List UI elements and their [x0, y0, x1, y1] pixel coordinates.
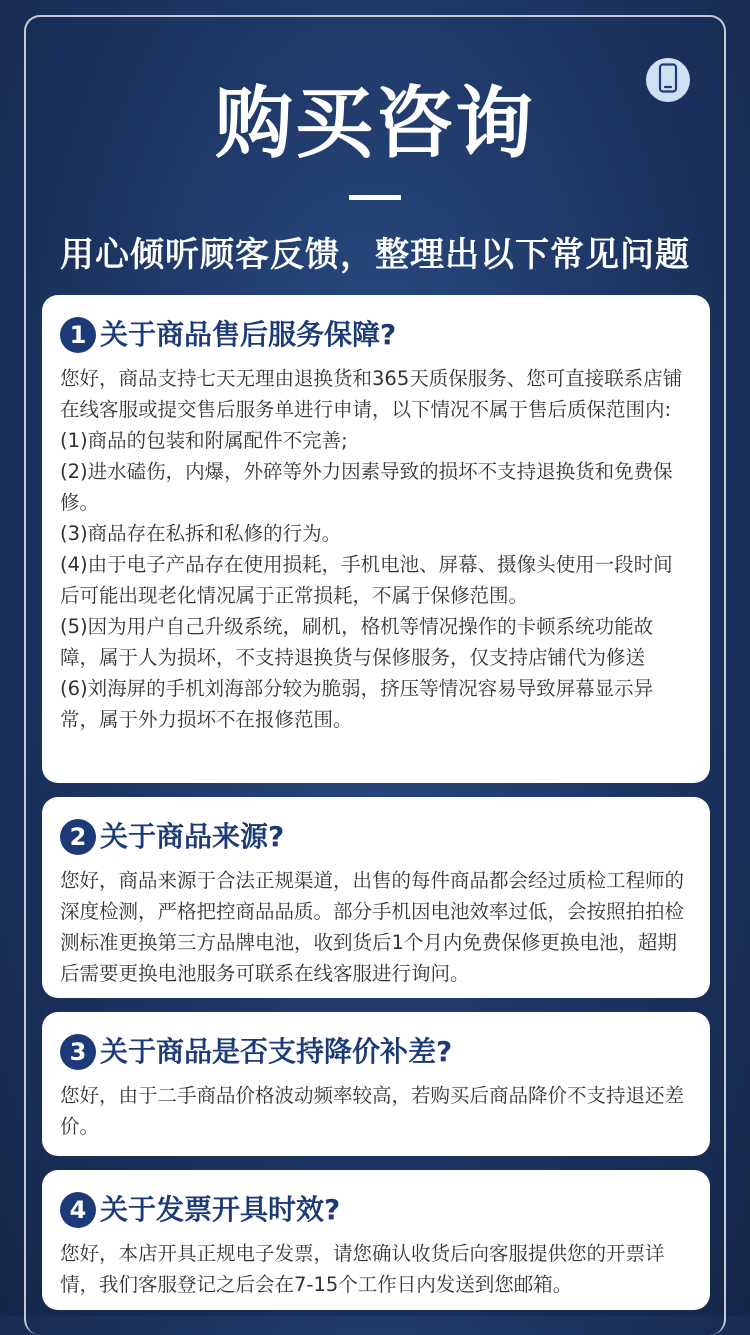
faq-question-title: 关于发票开具时效?: [100, 1193, 341, 1226]
faq-answer-line: 您好，商品支持七天无理由退换货和365天质保服务、您可直接联系店铺在线客服或提交售后服务单进行申请，以下情况不属于售后质保范围内:: [60, 367, 683, 421]
faq-question-4: [60, 1190, 692, 1230]
faq-answer-line: 您好，商品来源于合法正规渠道，出售的每件商品都会经过质检工程师的深度检测，严格把控商品品质。部分手机因电池效率过低，会按照拍拍检测标准更换第三方品牌电池，收到货后1个月内免费保修更换电池，超期后需要更换电池服务可联系在线客服进行询问。: [60, 869, 685, 985]
faq-card-4: [42, 1170, 710, 1310]
faq-number-badge: 2: [60, 819, 96, 855]
title-divider: [349, 195, 401, 200]
faq-question-3: [60, 1032, 692, 1072]
faq-answer-line: 您好，由于二手商品价格波动频率较高，若购买后商品降价不支持退还差价。: [60, 1084, 685, 1138]
faq-answer-4: [60, 1238, 692, 1300]
faq-answer-line: 您好，本店开具正规电子发票，请您确认收货后向客服提供您的开票详情，我们客服登记之后会在7-15个工作日内发送到您邮箱。: [60, 1242, 665, 1296]
faq-question-title: 关于商品是否支持降价补差?: [100, 1035, 453, 1068]
faq-answer-line: (3)商品存在私拆和私修的行为。: [60, 522, 342, 545]
faq-answer-2: [60, 865, 692, 989]
faq-answer-line: (6)刘海屏的手机刘海部分较为脆弱，挤压等情况容易导致屏幕显示异常，属于外力损坏不在报修范围。: [60, 677, 654, 731]
faq-question-2: [60, 817, 692, 857]
faq-card-3: [42, 1012, 710, 1156]
page-subtitle: 用心倾听顾客反馈，整理出以下常见问题: [60, 235, 690, 275]
faq-answer-line: (1)商品的包装和附属配件不完善;: [60, 429, 348, 452]
faq-answer-line: (5)因为用户自己升级系统，刷机，格机等情况操作的卡顿系统功能故障，属于人为损坏，不支持退换货与保修服务，仅支持店铺代为修送: [60, 615, 654, 669]
faq-answer-1: [60, 363, 692, 735]
faq-question-title: 关于商品售后服务保障?: [100, 318, 397, 351]
faq-answer-line: (4)由于电子产品存在使用损耗，手机电池、屏幕、摄像头使用一段时间后可能出现老化情况属于正常损耗，不属于保修范围。: [60, 553, 673, 607]
faq-number-badge: 1: [60, 317, 96, 353]
faq-question-title: 关于商品来源?: [100, 820, 285, 853]
faq-answer-line: (2)进水磕伤，内爆，外碎等外力因素导致的损坏不支持退换货和免费保修。: [60, 460, 673, 514]
faq-number-badge: 3: [60, 1034, 96, 1070]
faq-card-2: [42, 797, 710, 998]
faq-question-1: [60, 315, 692, 355]
faq-number-badge: 4: [60, 1192, 96, 1228]
faq-answer-3: [60, 1080, 692, 1142]
page-title: 购买咨询: [214, 79, 535, 169]
faq-card-1: [42, 295, 710, 783]
